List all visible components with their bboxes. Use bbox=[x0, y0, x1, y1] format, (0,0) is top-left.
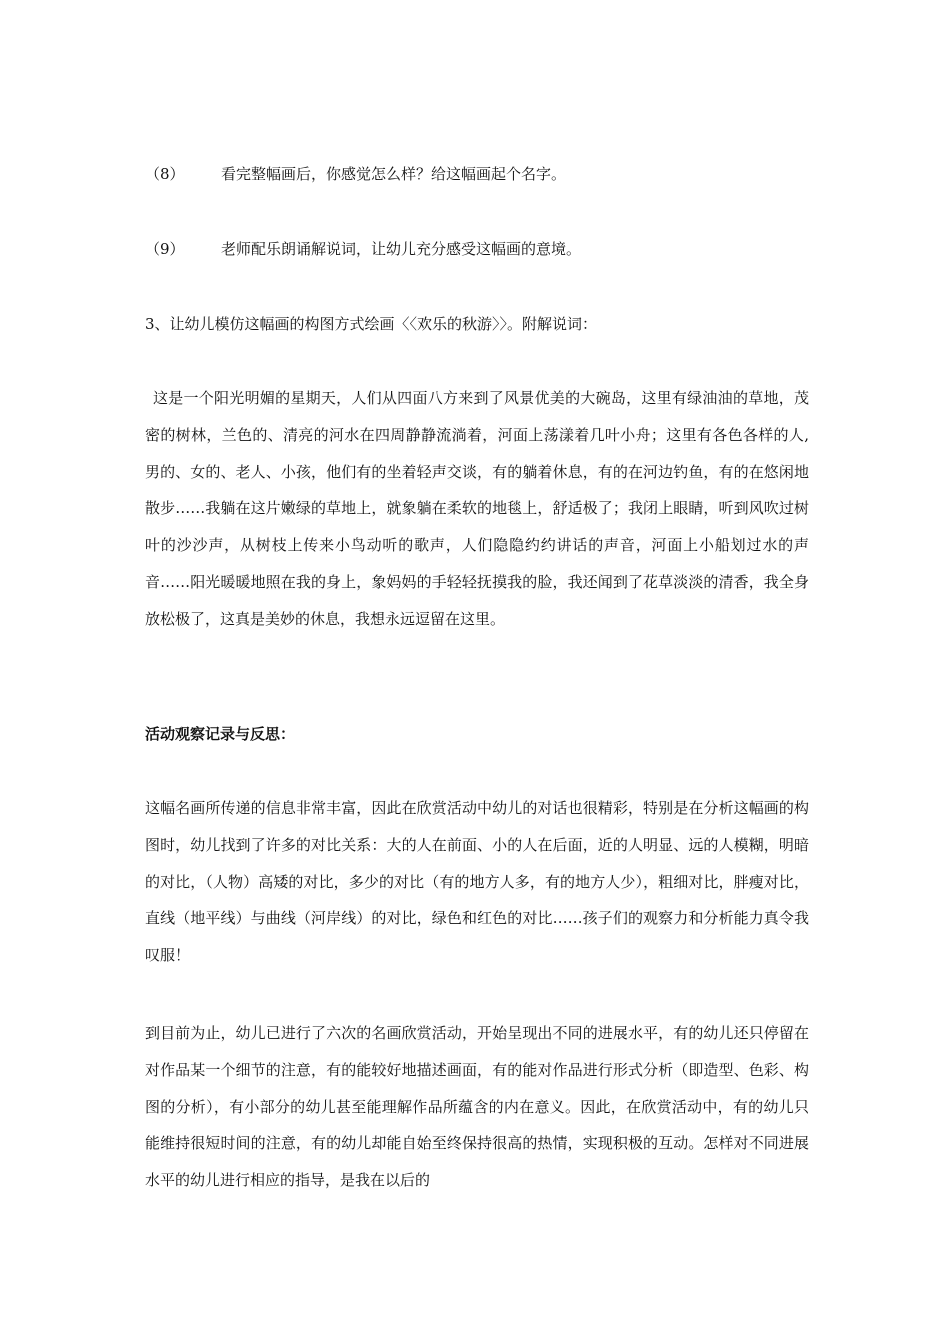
reflection-heading: 活动观察记录与反思： bbox=[145, 725, 296, 743]
step-3-heading: 3、让幼儿模仿这幅画的构图方式绘画〈〈欢乐的秋游〉〉。附解说词： bbox=[145, 315, 598, 333]
step-number: （8） bbox=[145, 165, 185, 183]
step-number: （9） bbox=[145, 240, 185, 258]
reflection-paragraph-2: 到目前为止，幼儿已进行了六次的名画欣赏活动，开始呈现出不同的进展水平，有的幼儿还只停留在对作品某一个细节的注意，有的能较好地描述画面，有的能对作品进行形式分析（即造型、色彩、构图的分析），有小部分的幼儿甚至能理解作品所蕴含的内在意义。因此，在欣赏活动中，有的幼儿只能维持很短时间的注意，有的幼儿却能自始至终保持很高的热情，实现积极的互动。怎样对不同进展水平的幼儿进行相应的指导，是我在以后的 bbox=[145, 1024, 809, 1190]
step-text: 老师配乐朗诵解说词，让幼儿充分感受这幅画的意境。 bbox=[221, 240, 582, 258]
step-8 bbox=[145, 164, 566, 184]
step-9 bbox=[145, 239, 581, 259]
reflection-paragraph-1: 这幅名画所传递的信息非常丰富，因此在欣赏活动中幼儿的对话也很精彩，特别是在分析这幅画的构图时，幼儿找到了许多的对比关系：大的人在前面、小的人在后面，近的人明显、远的人模糊，明暗的对比，（人物）高矮的对比，多少的对比（有的地方人多，有的地方人少），粗细对比，胖瘦对比，直线（地平线）与曲线（河岸线）的对比，绿色和红色的对比……孩子们的观察力和分析能力真令我叹服！ bbox=[145, 799, 809, 965]
narration-paragraph: 这是一个阳光明媚的星期天，人们从四面八方来到了风景优美的大碗岛，这里有绿油油的草地，茂密的树林，兰色的、清亮的河水在四周静静流淌着，河面上荡漾着几叶小舟；这里有各色各样的人,男的、女的、老人、小孩，他们有的坐着轻声交谈，有的躺着休息，有的在河边钓鱼，有的在悠闲地散步……我躺在这片嫩绿的草地上，就象躺在柔软的地毯上，舒适极了；我闭上眼睛，听到风吹过树叶的沙沙声，从树枝上传来小鸟动听的歌声，人们隐隐约约讲话的声音，河面上小船划过水的声音……阳光暖暖地照在我的身上，象妈妈的手轻轻抚摸我的脸，我还闻到了花草淡淡的清香，我全身放松极了，这真是美妙的休息，我想永远逗留在这里。 bbox=[145, 389, 809, 628]
step-text: 看完整幅画后，你感觉怎么样？给这幅画起个名字。 bbox=[221, 165, 567, 183]
